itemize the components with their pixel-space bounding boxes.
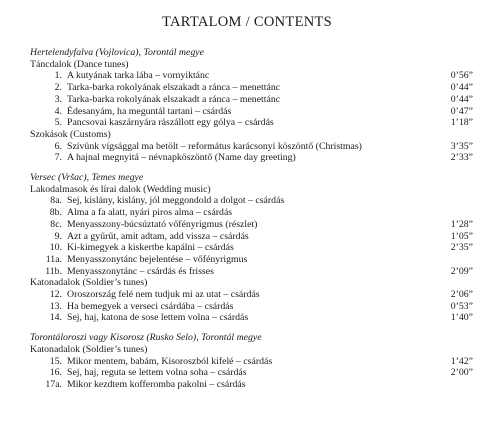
track-row — [0, 312, 494, 324]
place-label: Versec (Vršac), Temes megye — [30, 172, 144, 183]
track-duration: 0’44” — [450, 82, 473, 94]
track-number: 16. — [49, 367, 62, 379]
track-row — [0, 266, 494, 278]
track-number: 14. — [49, 312, 62, 324]
track-number: 3. — [54, 93, 62, 105]
track-duration: 2’33” — [450, 152, 473, 164]
track-duration: 3’35” — [450, 140, 473, 152]
track-title: Pancsovai kaszárnyára rászállott egy gólya – csárdás — [67, 117, 274, 129]
track-title: Sej, haj, reguta se lettem volna soha – csárdás — [67, 367, 247, 379]
section-label: Táncdalok (Dance tunes) — [30, 58, 129, 70]
track-title: Sej, haj, katona de sose lettem volna – csárdás — [67, 312, 249, 324]
section-label: Katonadalok (Soldier’s tunes) — [30, 343, 148, 355]
track-title: Azt a gyűrűt, amit adtam, add vissza – csárdás — [67, 230, 249, 242]
track-title: Mikor mentem, babám, Kisoroszból kifelé – csárdás — [67, 355, 273, 367]
section-label: Katonadalok (Soldier’s tunes) — [30, 277, 148, 289]
track-row — [0, 356, 494, 368]
track-row — [0, 242, 494, 254]
track-title: Menyasszonytánc bejelentése – vőfényrigmus — [67, 253, 248, 265]
place-label: Torontáloroszi vagy Kisorosz (Rusko Selo), Torontál megye — [30, 332, 262, 344]
section-heading — [0, 184, 494, 196]
track-title: Mikor kezdtem kofferomba pakolni – csárdás — [67, 378, 246, 390]
track-number: 8a. — [50, 195, 62, 207]
track-title: Tarka-barka rokolyának elszakadt a ránca – menettánc — [67, 82, 281, 94]
track-row — [0, 289, 494, 301]
track-duration: 2’00” — [450, 367, 473, 379]
section-heading — [0, 277, 494, 289]
track-number: 11b. — [45, 265, 62, 277]
track-row — [0, 141, 494, 153]
track-title: Menyasszony-búcsúztató vőfényrigmus (részlet) — [67, 218, 258, 230]
track-number: 5. — [54, 117, 62, 129]
track-duration: 2’06” — [450, 289, 473, 300]
track-duration: 0’56” — [450, 70, 473, 82]
track-title: Sej, kislány, kislány, jól meggondold a dolgot – csárdás — [67, 195, 285, 207]
track-number: 12. — [49, 289, 62, 300]
track-number: 8b. — [49, 207, 62, 219]
track-row — [0, 152, 494, 164]
section-heading — [0, 344, 494, 356]
track-title: Menyasszonytánc – csárdás és frisses — [67, 265, 214, 277]
track-duration: 2’35” — [450, 242, 473, 254]
track-number: 1. — [54, 70, 62, 82]
track-row — [0, 379, 494, 391]
track-title: Ha bemegyek a verseci csárdába – csárdás — [67, 300, 234, 312]
track-row — [0, 207, 494, 219]
track-row — [0, 70, 494, 82]
track-title: Oroszország felé nem tudjuk mi az utat – csárdás — [67, 289, 260, 300]
track-number: 6. — [54, 140, 62, 152]
track-row — [0, 231, 494, 243]
track-row — [0, 106, 494, 118]
section-heading — [0, 129, 494, 141]
track-title: Ki-kimegyek a kiskertbe kapálni – csárdás — [67, 242, 234, 254]
section-label: Szokások (Customs) — [30, 128, 111, 140]
track-number: 17a. — [45, 378, 62, 390]
track-row — [0, 82, 494, 94]
page-title: TARTALOM / CONTENTS — [161, 14, 333, 30]
track-row — [0, 219, 494, 231]
track-duration: 0’47” — [450, 105, 473, 117]
track-duration: 1’42” — [450, 355, 473, 367]
section-label: Lakodalmasok és lírai dalok (Wedding music) — [30, 183, 211, 195]
track-duration: 0’53” — [450, 300, 473, 312]
track-title: Szívünk vígsággal ma betölt – református karácsonyi köszöntő (Christmas) — [67, 140, 362, 152]
place-heading — [0, 172, 494, 184]
place-heading — [0, 47, 494, 59]
track-number: 8c. — [50, 218, 62, 230]
track-duration: 1’40” — [450, 312, 473, 324]
track-duration: 1’05” — [450, 230, 473, 242]
track-duration: 1’18” — [450, 117, 473, 129]
track-duration: 1’28” — [450, 218, 473, 230]
track-title: Édesanyám, ha meguntál tartani – csárdás — [67, 105, 232, 117]
track-number: 2. — [54, 82, 62, 94]
track-row — [0, 301, 494, 313]
track-row — [0, 94, 494, 106]
track-title: Tarka-barka rokolyának elszakadt a ránca – menettánc — [67, 93, 281, 105]
track-duration: 2’09” — [450, 265, 473, 277]
section-heading — [0, 59, 494, 71]
track-title: A hajnal megnyitá – névnapköszöntő (Name day greeting) — [67, 152, 296, 164]
track-title: A kutyának tarka lába – vornyiktánc — [67, 70, 210, 82]
track-number: 13. — [49, 300, 62, 312]
track-duration: 0’44” — [450, 93, 473, 105]
track-row — [0, 254, 494, 266]
track-number: 15. — [49, 355, 62, 367]
track-row — [0, 117, 494, 129]
track-number: 7. — [54, 152, 62, 164]
track-row — [0, 367, 494, 379]
track-number: 11a. — [45, 253, 62, 265]
track-number: 10. — [49, 242, 62, 254]
track-number: 9. — [54, 230, 62, 242]
place-label: Hertelendyfalva (Vojlovica), Torontál megye — [30, 47, 204, 58]
place-heading — [0, 332, 494, 344]
track-row — [0, 195, 494, 207]
track-number: 4. — [54, 105, 62, 117]
track-title: Alma a fa alatt, nyári piros alma – csárdás — [67, 207, 233, 219]
